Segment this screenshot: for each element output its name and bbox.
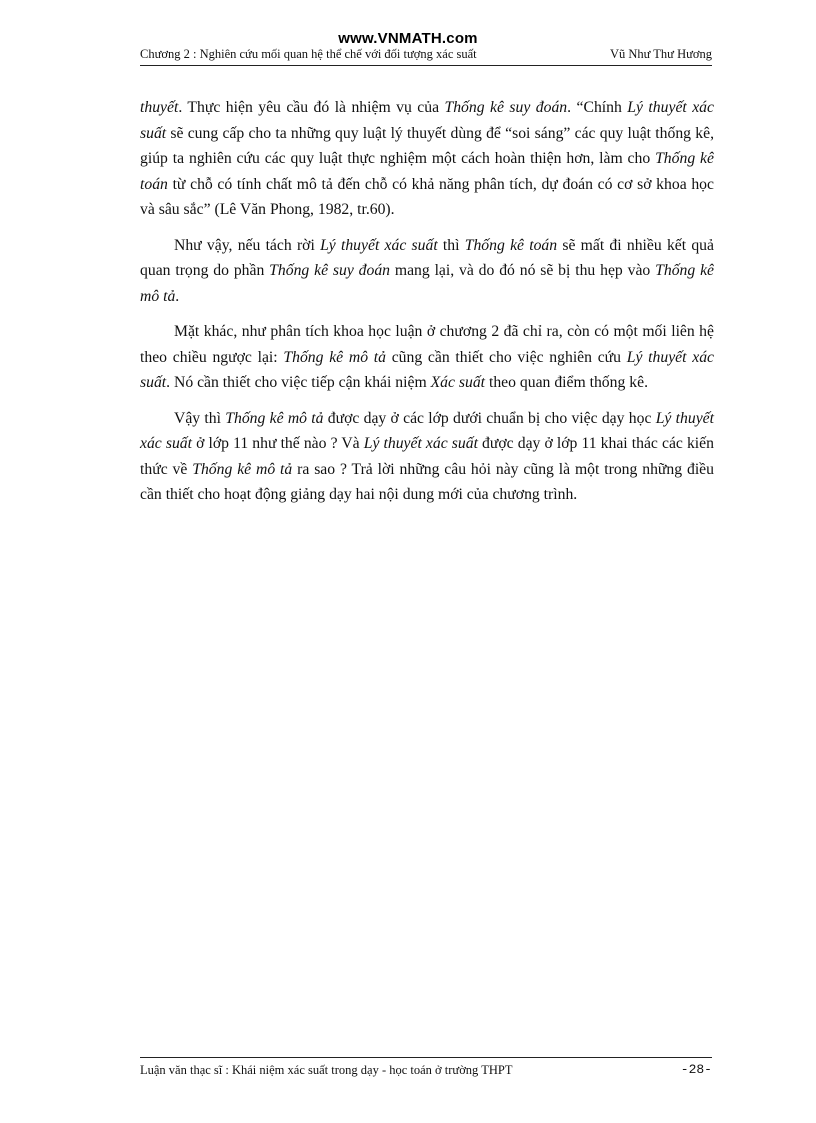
p1-text: từ chỗ có tính chất mô tả đến chỗ có khả năng phân tích, dự đoán có cơ sở khoa học và sâu sắc” (Lê Văn Phong, 1982, tr.60). — [140, 175, 714, 218]
p3-text: theo quan điểm thống kê. — [485, 374, 648, 391]
p2-text: . — [175, 287, 180, 305]
p1-text: sẽ cung cấp cho ta những quy luật lý thuyết dùng để “soi sáng” các quy luật thống kê, giúp ta nghiên cứu các quy luật thực nghiệm một cách hoàn thiện hơn, làm cho — [140, 124, 714, 167]
p4-term: Lý thuyết xác suất — [140, 409, 714, 452]
p4-text: được dạy ở lớp 11 khai thác các kiến thức về — [140, 435, 714, 478]
p3-text: . Nó cần thiết cho việc tiếp cận khái niệm — [166, 374, 431, 391]
main-text — [140, 95, 714, 518]
paragraph-1 — [140, 95, 714, 223]
p1-term: Thống kê toán — [140, 150, 714, 193]
page-header — [140, 47, 712, 66]
p4-text: được dạy ở các lớp dưới chuẩn bị cho việc dạy học — [323, 409, 656, 427]
p4-text: ra sao ? Trả lời những câu hỏi này cũng là một trong những điều cần thiết cho hoạt động giảng dạy hai nội dung mới của chương trình. — [140, 460, 714, 503]
p3-text: cũng cần thiết cho việc nghiên cứu — [385, 348, 627, 366]
p2-text: mang lại, và do đó nó sẽ bị thu hẹp vào — [390, 262, 656, 279]
p4-text: ở lớp 11 như thế nào ? Và — [192, 435, 364, 452]
page-footer — [140, 1057, 712, 1080]
p2-term: Thống kê mô tả — [140, 262, 714, 305]
p2-term: Thống kê suy đoán — [269, 262, 391, 279]
page-number: -28- — [680, 1062, 712, 1077]
p4-term: Thống kê mô tả — [225, 409, 324, 427]
paragraph-4 — [140, 406, 714, 508]
p1-term: Thống kê suy đoán — [444, 99, 568, 116]
p2-text: sẽ mất đi nhiều kết quả quan trọng do phần — [140, 236, 714, 279]
p1-text: . Thực hiện yêu cầu đó là nhiệm vụ của — [178, 99, 445, 116]
p3-text: Mặt khác, như phân tích khoa học luận ở chương 2 đã chỉ ra, còn có một mối liên hệ theo chiều ngược lại: — [140, 323, 714, 366]
p3-term: Lý thuyết xác suất — [140, 348, 714, 391]
p2-text: thì — [437, 236, 465, 254]
p2-term: Thống kê toán — [464, 236, 558, 254]
header-author: Vũ Như Thư Hương — [609, 47, 712, 61]
p4-text: Vậy thì — [174, 409, 226, 427]
paragraph-3 — [140, 319, 714, 396]
p2-text: Như vậy, nếu tách rời — [174, 236, 321, 254]
p4-term: Thống kê mô tả — [192, 460, 293, 478]
p1-term: Lý thuyết xác suất — [140, 99, 714, 142]
p4-term: Lý thuyết xác suất — [363, 435, 478, 452]
paragraph-2 — [140, 233, 714, 310]
footer-thesis-title: Luận văn thạc sĩ : Khái niệm xác suất trong dạy - học toán ở trường THPT — [140, 1063, 513, 1077]
header-chapter-title: Chương 2 : Nghiên cứu mối quan hệ thể chế với đối tượng xác suất — [140, 47, 477, 61]
p3-term: Thống kê mô tả — [283, 348, 386, 366]
p1-term: thuyết — [140, 99, 179, 116]
p2-term: Lý thuyết xác suất — [320, 236, 438, 254]
p3-term: Xác suất — [430, 374, 486, 391]
site-watermark: www.VNMATH.com — [338, 30, 478, 47]
p1-text: . “Chính — [567, 99, 628, 116]
